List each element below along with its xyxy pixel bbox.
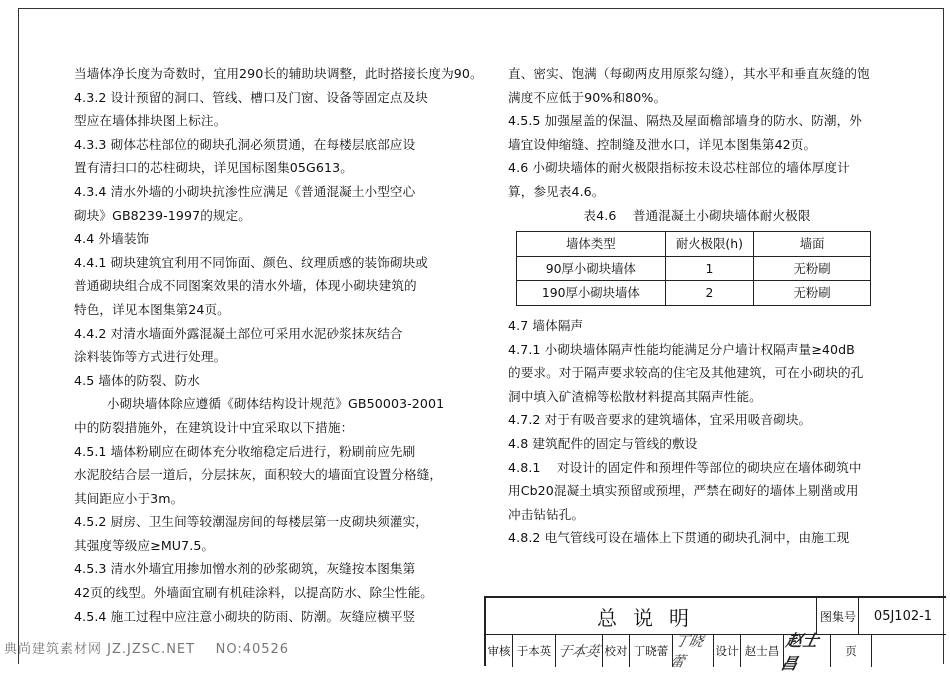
text-line: 4.5.5 加强屋盖的保温、隔热及屋面檐部墙身的防水、防潮，外 [508, 113, 862, 129]
text-line: 4.3.2 设计预留的洞口、管线、槽口及门窗、设备等固定点及块 [74, 89, 428, 105]
text-line: 冲击钻钻孔。 [508, 506, 585, 522]
section-heading: 4.8 建筑配件的固定与管线的敷设 [508, 435, 698, 451]
table-caption: 表4.6 普通混凝土小砌块墙体耐火极限 [583, 207, 811, 223]
section-heading: 4.4 外墙装饰 [74, 231, 150, 247]
table-cell: 无粉刷 [754, 281, 871, 306]
table-row [517, 256, 871, 281]
review-label: 审核 [486, 635, 513, 667]
text-line: 4.5.2 厨房、卫生间等较潮湿房间的每楼层第一皮砌块须灌实， [74, 514, 428, 530]
text-line: 涂料装饰等方式进行处理。 [74, 349, 227, 365]
table-cell: 2 [665, 281, 754, 306]
text-line: 4.7.2 对于有吸音要求的建筑墙体，宜采用吸音砌块。 [508, 412, 812, 428]
text-line: 用Cb20混凝土填实预留或预埋，严禁在砌好的墙体上剔凿或用 [508, 483, 859, 499]
watermark: 典尚建筑素材网 JZ.JZSC.NET NO:40526 [4, 642, 290, 657]
page-label: 页 [831, 635, 872, 667]
text-line: 算，参见表4.6。 [508, 183, 605, 199]
table-cell: 190厚小砌块墙体 [517, 281, 666, 306]
design-label: 设计 [714, 635, 741, 667]
text-line: 水泥胶结合层一道后，分层抹灰，面积较大的墙面宜设置分格缝， [74, 467, 443, 483]
text-line: 的要求。对于隔声要求较高的住宅及其他建筑，可在小砌块的孔 [508, 365, 864, 381]
table-cell: 90厚小砌块墙体 [517, 256, 666, 281]
sheet-border-right [943, 8, 944, 664]
text-line: 置有清扫口的芯柱砌块，详见国标图集05G613。 [74, 160, 353, 176]
check-label: 校对 [603, 635, 630, 667]
text-line: 4.5.4 施工过程中应注意小砌块的防雨、防潮。灰缝应横平竖 [74, 608, 416, 624]
left-column [74, 62, 483, 628]
review-signature [556, 635, 603, 667]
text-line: 普通砌块组合成不同图案效果的清水外墙，体现小砌块建筑的 [74, 278, 417, 294]
text-line: 4.8.2 电气管线可设在墙体上下贯通的砌块孔洞中，由施工现 [508, 530, 850, 546]
text-line: 满度不应低于90%和80%。 [508, 89, 667, 105]
drawing-title: 总说明 [597, 605, 705, 630]
design-signature-text: 赵士昌 [779, 631, 821, 673]
text-line: 4.4.1 砌块建筑宜利用不同饰面、颜色、纹理质感的装饰砌块或 [74, 254, 428, 270]
title-block [484, 596, 946, 673]
table-cell: 无粉刷 [754, 256, 871, 281]
atlas-number-label: 图集号 [816, 598, 859, 634]
text-line: 4.4.2 对清水墙面外露混凝土部位可采用水泥砂浆抹灰结合 [74, 325, 403, 341]
sheet-border-top [18, 8, 944, 9]
sheet-border-left [18, 8, 19, 664]
text-line: 砌块》GB8239-1997的规定。 [74, 207, 251, 223]
text-line: 4.5.1 墙体粉刷应在砌体充分收缩稳定后进行，粉刷前应先刷 [74, 443, 416, 459]
fire-resistance-table [516, 231, 871, 306]
table-header-cell: 墙面 [754, 232, 871, 257]
text-line: 中的防裂措施外，在建筑设计中宜采取以下措施： [74, 419, 354, 435]
signature-row [486, 631, 946, 673]
table-header-cell: 墙体类型 [517, 232, 666, 257]
table-cell: 1 [665, 256, 754, 281]
text-line: 4.3.3 砌体芯柱部位的砌块孔洞必须贯通，在每楼层底部应设 [74, 136, 416, 152]
table-header-cell: 耐火极限(h) [665, 232, 754, 257]
text-line: 其间距应小于3m。 [74, 490, 184, 506]
text-line: 4.7.1 小砌块墙体隔声性能均能满足分户墙计权隔声量≥40dB [508, 341, 855, 357]
right-column [508, 62, 886, 550]
text-line: 其强度等级应≥MU7.5。 [74, 537, 215, 553]
check-signature [668, 634, 714, 670]
text-line: 4.8.1 对设计的固定件和预埋件等部位的砌块应在墙体砌筑中 [508, 459, 862, 475]
design-signature [779, 631, 831, 673]
check-signature-text: 丁晓蕾 [668, 634, 705, 670]
section-heading: 4.5 墙体的防裂、防水 [74, 372, 200, 388]
text-line: 小砌块墙体除应遵循《砌体结构设计规范》GB50003-2001 [74, 396, 445, 412]
text-line: 42页的线型。外墙面宜刷有机硅涂料，以提高防水、除尘性能。 [74, 585, 433, 601]
table-header-row [517, 232, 871, 257]
text-line: 当墙体净长度为奇数时，宜用290长的辅助块调整，此时搭接长度为90。 [74, 66, 483, 81]
text-line: 墙宜设伸缩缝、控制缝及泄水口，详见本图集第42页。 [508, 136, 817, 152]
page-number [872, 635, 946, 667]
text-line: 4.6 小砌块墙体的耐火极限指标按未设芯柱部位的墙体厚度计 [508, 160, 850, 176]
section-heading: 4.7 墙体隔声 [508, 317, 584, 333]
review-name: 于本英 [513, 635, 556, 667]
design-name: 赵士昌 [741, 635, 784, 667]
text-line: 直、密实、饱满（每砌两皮用原浆勾缝），其水平和垂直灰缝的饱 [508, 66, 870, 81]
text-line: 4.3.4 清水外墙的小砌块抗渗性应满足《普通混凝土小型空心 [74, 183, 416, 199]
table-row [517, 281, 871, 306]
atlas-number: 05J102-1 [858, 598, 947, 634]
text-line: 4.5.3 清水外墙宜用掺加憎水剂的砂浆砌筑，灰缝按本图集第 [74, 561, 416, 577]
review-signature-text: 于本英 [556, 644, 602, 660]
check-name: 丁晓蕾 [630, 635, 673, 667]
text-line: 洞中填入矿渣棉等松散材料提高其隔声性能。 [508, 388, 762, 404]
text-line: 型应在墙体排块图上标注。 [74, 113, 227, 129]
text-line: 特色，详见本图集第24页。 [74, 301, 230, 317]
